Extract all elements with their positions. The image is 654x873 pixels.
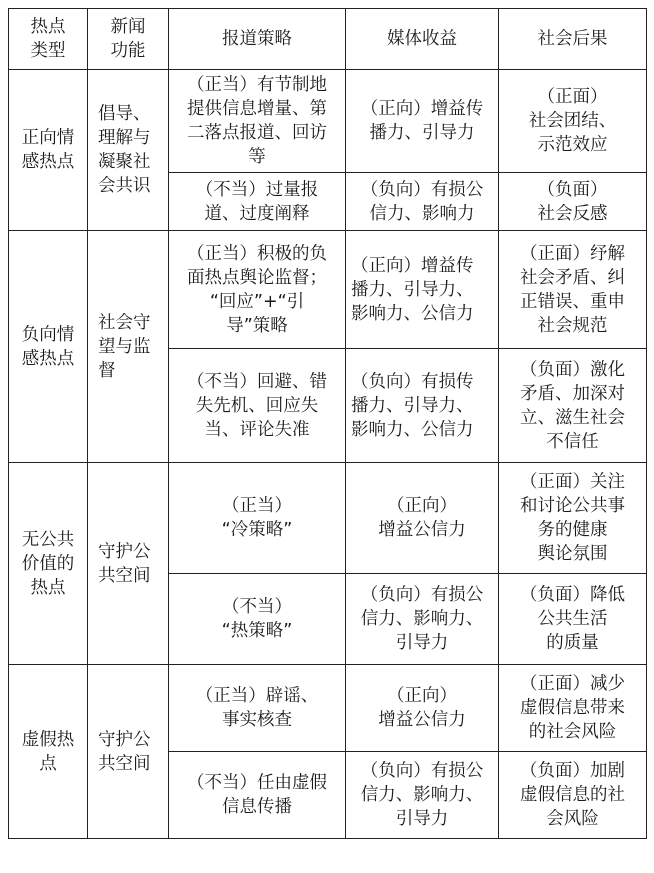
text-line: 二落点报道、回访 [187, 123, 327, 143]
social-consequence-cell [499, 70, 647, 173]
text-line: 失先机、回应失 [195, 395, 319, 416]
text-line: 公共生活 [537, 609, 608, 629]
text-line: 督 [98, 360, 116, 381]
text-line: 社会守 [98, 312, 151, 333]
header-row [9, 9, 647, 70]
text-line: 当、评论失准 [204, 419, 310, 440]
text-line: 导”策略 [226, 315, 288, 336]
text-line: 提供信息增量、第 [187, 99, 327, 119]
text-line: 会风险 [546, 809, 599, 829]
table-row [9, 231, 647, 349]
media-benefit-cell [346, 70, 499, 173]
text-line: （不当） [222, 597, 292, 617]
social-consequence-cell [499, 752, 647, 839]
text-line: 虚假信息的社 [520, 785, 625, 805]
text-line: （正面） [537, 87, 608, 107]
text-line: 凝聚社 [98, 152, 151, 172]
text-line: 面热点舆论监督； [187, 267, 327, 288]
text-line: 影响力、公信力 [351, 303, 474, 324]
social-consequence-cell [499, 173, 647, 231]
strategy-cell [169, 665, 346, 752]
text-line: 理解与 [98, 128, 151, 148]
media-benefit-cell [346, 349, 499, 463]
text-line: “热策略” [221, 621, 293, 641]
text-line: 倡导、 [98, 104, 151, 124]
text-line: 虚假信息带来 [520, 698, 625, 718]
text-line: 影响力、公信力 [351, 419, 474, 440]
news-function-cell [88, 70, 169, 231]
text-line: （正面）关注 [520, 472, 625, 492]
social-consequence-cell [499, 574, 647, 665]
text-line: 价值的 [21, 553, 75, 574]
text-line: 播力、引导力 [369, 123, 475, 143]
header-reporting-strategy: 报道策略 [169, 9, 346, 70]
text-line: （正当）辟谣、 [195, 686, 319, 706]
text-line: 的质量 [546, 633, 599, 653]
text-line: 不信任 [546, 431, 599, 452]
social-consequence-cell [499, 231, 647, 349]
text-line: 正错误、重申 [520, 291, 625, 312]
social-consequence-cell [499, 665, 647, 752]
text-line: 和讨论公共事 [520, 496, 625, 516]
text-line: 会共识 [98, 176, 151, 196]
text-line: （不当）任由虚假 [187, 773, 327, 793]
text-line: 引导力 [395, 633, 449, 653]
text-line: 务的健康 [537, 520, 608, 540]
text-line: （负向）有损公 [360, 761, 484, 781]
text-line: 信力、影响力、 [360, 785, 484, 805]
header-hotspot-type [9, 9, 88, 70]
text-line: 正向情 [21, 128, 75, 148]
text-line: （正向） [387, 686, 457, 706]
text-line: 信力、影响力 [369, 203, 475, 224]
text-line: 望与监 [98, 336, 151, 357]
text-line: 播力、引导力、 [351, 279, 474, 300]
media-benefit-cell [346, 574, 499, 665]
header-news-function [88, 9, 169, 70]
text-line: （正向） [387, 496, 457, 516]
text-line: 感热点 [21, 348, 75, 369]
text-line: 道、过度阐释 [204, 203, 310, 224]
text-line: 信息传播 [222, 797, 292, 817]
text-line: （不当）过量报 [195, 179, 319, 200]
text-line: 守护公 [98, 541, 151, 562]
media-benefit-cell [346, 231, 499, 349]
text-line: 守护公 [98, 729, 151, 750]
hotspot-type-cell [9, 665, 88, 839]
text-line: 热点 [30, 17, 66, 37]
text-line: 共空间 [98, 753, 151, 774]
news-function-cell [88, 463, 169, 665]
hotspot-type-cell [9, 231, 88, 463]
text-line: 社会反感 [537, 203, 608, 224]
text-line: （负向）有损公 [360, 179, 484, 200]
table-row [9, 70, 647, 173]
text-line: （正向）增益传 [360, 99, 484, 119]
text-line: 播力、引导力、 [351, 395, 474, 416]
media-benefit-cell [346, 665, 499, 752]
header-social-consequence: 社会后果 [499, 9, 647, 70]
strategy-cell [169, 70, 346, 173]
table-row [9, 463, 647, 574]
text-line: 增益公信力 [378, 520, 466, 540]
text-line: （负向）有损传 [351, 371, 474, 392]
text-line: 虚假热 [21, 729, 75, 750]
text-line: 点 [39, 753, 57, 774]
strategy-cell [169, 752, 346, 839]
table-row [9, 665, 647, 752]
text-line: （负面） [537, 179, 608, 200]
text-line: 负向情 [21, 324, 75, 345]
strategy-cell [169, 173, 346, 231]
text-line: （负面）降低 [520, 585, 625, 605]
strategy-cell [169, 463, 346, 574]
text-line: 引导力 [395, 809, 449, 829]
news-function-cell [88, 665, 169, 839]
text-line: 新闻 [110, 17, 146, 37]
text-line: “回应”+“引 [209, 291, 305, 312]
header-media-benefit: 媒体收益 [346, 9, 499, 70]
media-benefit-cell [346, 173, 499, 231]
text-line: 热点 [30, 577, 66, 598]
text-line: 感热点 [21, 152, 75, 172]
strategy-cell [169, 231, 346, 349]
text-line: 无公共 [21, 529, 75, 550]
text-line: 等 [248, 147, 266, 167]
text-line: 矛盾、加深对 [520, 383, 625, 404]
text-line: 社会团结、 [528, 111, 617, 131]
text-line: 立、滋生社会 [520, 407, 625, 428]
text-line: （负向）有损公 [360, 585, 484, 605]
text-line: 示范效应 [537, 135, 608, 155]
text-line: （正面）减少 [520, 674, 625, 694]
text-line: 信力、影响力、 [360, 609, 484, 629]
media-benefit-cell [346, 463, 499, 574]
text-line: 共空间 [98, 565, 151, 586]
media-benefit-cell [346, 752, 499, 839]
text-line: 的社会风险 [528, 722, 617, 742]
text-line: （正面）纾解 [520, 243, 625, 264]
text-line: （负面）激化 [520, 359, 625, 380]
social-consequence-cell [499, 463, 647, 574]
text-line: （正当）有节制地 [187, 75, 327, 95]
text-line: 舆论氛围 [537, 544, 608, 564]
text-line: 类型 [30, 41, 66, 61]
social-consequence-cell [499, 349, 647, 463]
text-line: “冷策略” [221, 520, 293, 540]
text-line: 社会规范 [537, 315, 608, 336]
hotspot-type-cell [9, 70, 88, 231]
text-line: （正向）增益传 [351, 255, 474, 276]
text-line: 社会矛盾、纠 [520, 267, 625, 288]
hotspot-strategy-table [8, 8, 647, 839]
text-line: 事实核查 [222, 710, 292, 730]
strategy-cell [169, 574, 346, 665]
text-line: （负面）加剧 [520, 761, 625, 781]
news-function-cell [88, 231, 169, 463]
hotspot-strategy-table-container [8, 8, 647, 839]
text-line: （不当）回避、错 [187, 371, 327, 392]
hotspot-type-cell [9, 463, 88, 665]
text-line: 增益公信力 [378, 710, 466, 730]
text-line: （正当）积极的负 [187, 243, 327, 264]
text-line: （正当） [222, 496, 292, 516]
strategy-cell [169, 349, 346, 463]
text-line: 功能 [110, 41, 146, 61]
